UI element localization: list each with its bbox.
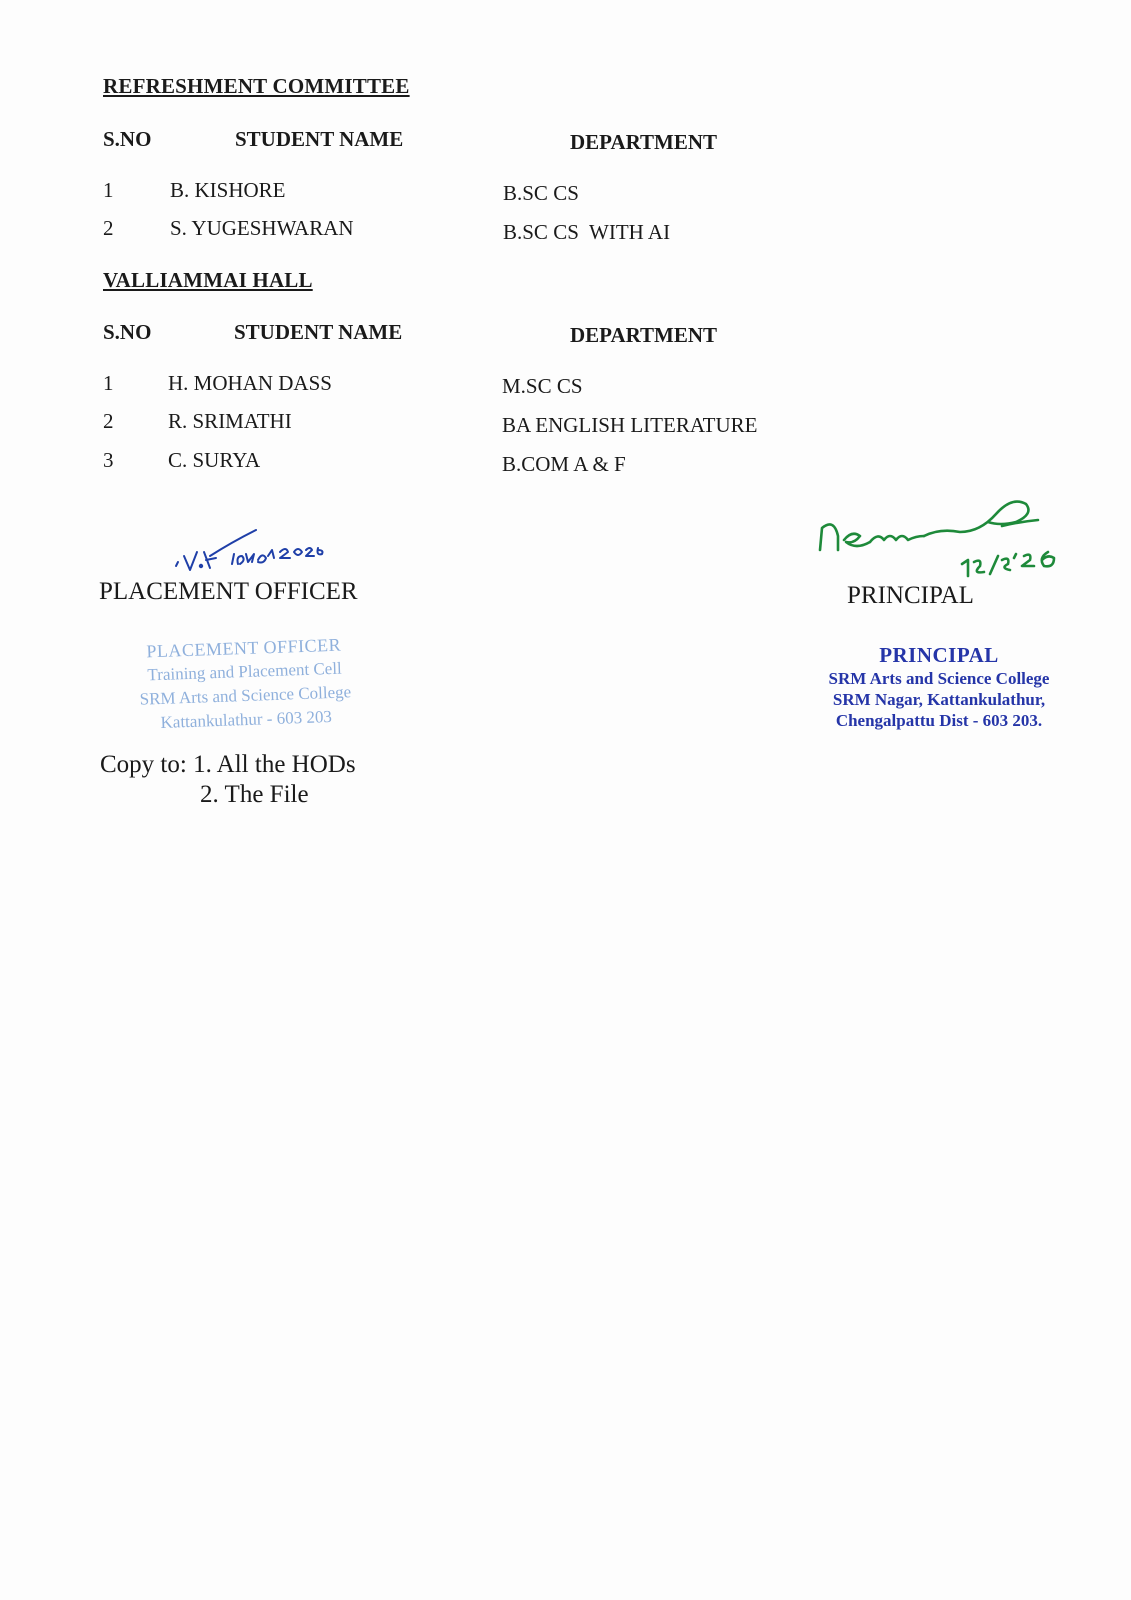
stamp-line: Chengalpattu Dist - 603 203. — [835, 711, 1043, 730]
section-heading: VALLIAMMAI HALL — [103, 268, 313, 292]
row-department: B.SC CS — [503, 181, 579, 205]
row-student-name: S. YUGESHWARAN — [170, 216, 354, 240]
placement-officer-signature — [170, 520, 330, 580]
principal-stamp — [796, 642, 1082, 731]
column-header-department: DEPARTMENT — [570, 323, 718, 347]
principal-title: PRINCIPAL — [847, 582, 974, 609]
placement-officer-stamp — [110, 631, 379, 736]
stamp-line: PLACEMENT OFFICER — [146, 634, 342, 662]
row-department: B.COM A & F — [502, 452, 626, 476]
row-department: M.SC CS — [502, 374, 583, 398]
placement-officer-title: PLACEMENT OFFICER — [99, 578, 358, 605]
row-sno: 3 — [103, 448, 114, 472]
copy-to-line-1: Copy to: 1. All the HODs — [100, 751, 356, 778]
row-sno: 2 — [103, 409, 114, 433]
copy-to-line-2: 2. The File — [200, 781, 309, 808]
section-heading: REFRESHMENT COMMITTEE — [103, 74, 410, 98]
row-sno: 1 — [103, 371, 114, 395]
stamp-line: PRINCIPAL — [879, 643, 999, 667]
column-header-student-name: STUDENT NAME — [235, 127, 404, 151]
copy-to-block — [100, 750, 356, 810]
row-sno: 1 — [103, 178, 114, 202]
row-department: BA ENGLISH LITERATURE — [502, 413, 758, 437]
row-student-name: B. KISHORE — [170, 178, 286, 202]
stamp-line: SRM Arts and Science College — [139, 682, 352, 709]
stamp-line: Kattankulathur - 603 203 — [160, 706, 333, 732]
column-header-department: DEPARTMENT — [570, 130, 718, 154]
column-header-sno: S.NO — [103, 320, 152, 344]
row-student-name: H. MOHAN DASS — [168, 371, 332, 395]
stamp-line: SRM Arts and Science College — [828, 669, 1050, 688]
stamp-line: SRM Nagar, Kattankulathur, — [832, 690, 1046, 709]
row-department: B.SC CS WITH AI — [503, 220, 671, 244]
stamp-line: Training and Placement Cell — [147, 658, 343, 685]
row-sno: 2 — [103, 216, 114, 240]
principal-signature — [812, 492, 1082, 587]
column-header-sno: S.NO — [103, 127, 152, 151]
column-header-student-name: STUDENT NAME — [234, 320, 403, 344]
row-student-name: C. SURYA — [168, 448, 261, 472]
row-student-name: R. SRIMATHI — [168, 409, 292, 433]
